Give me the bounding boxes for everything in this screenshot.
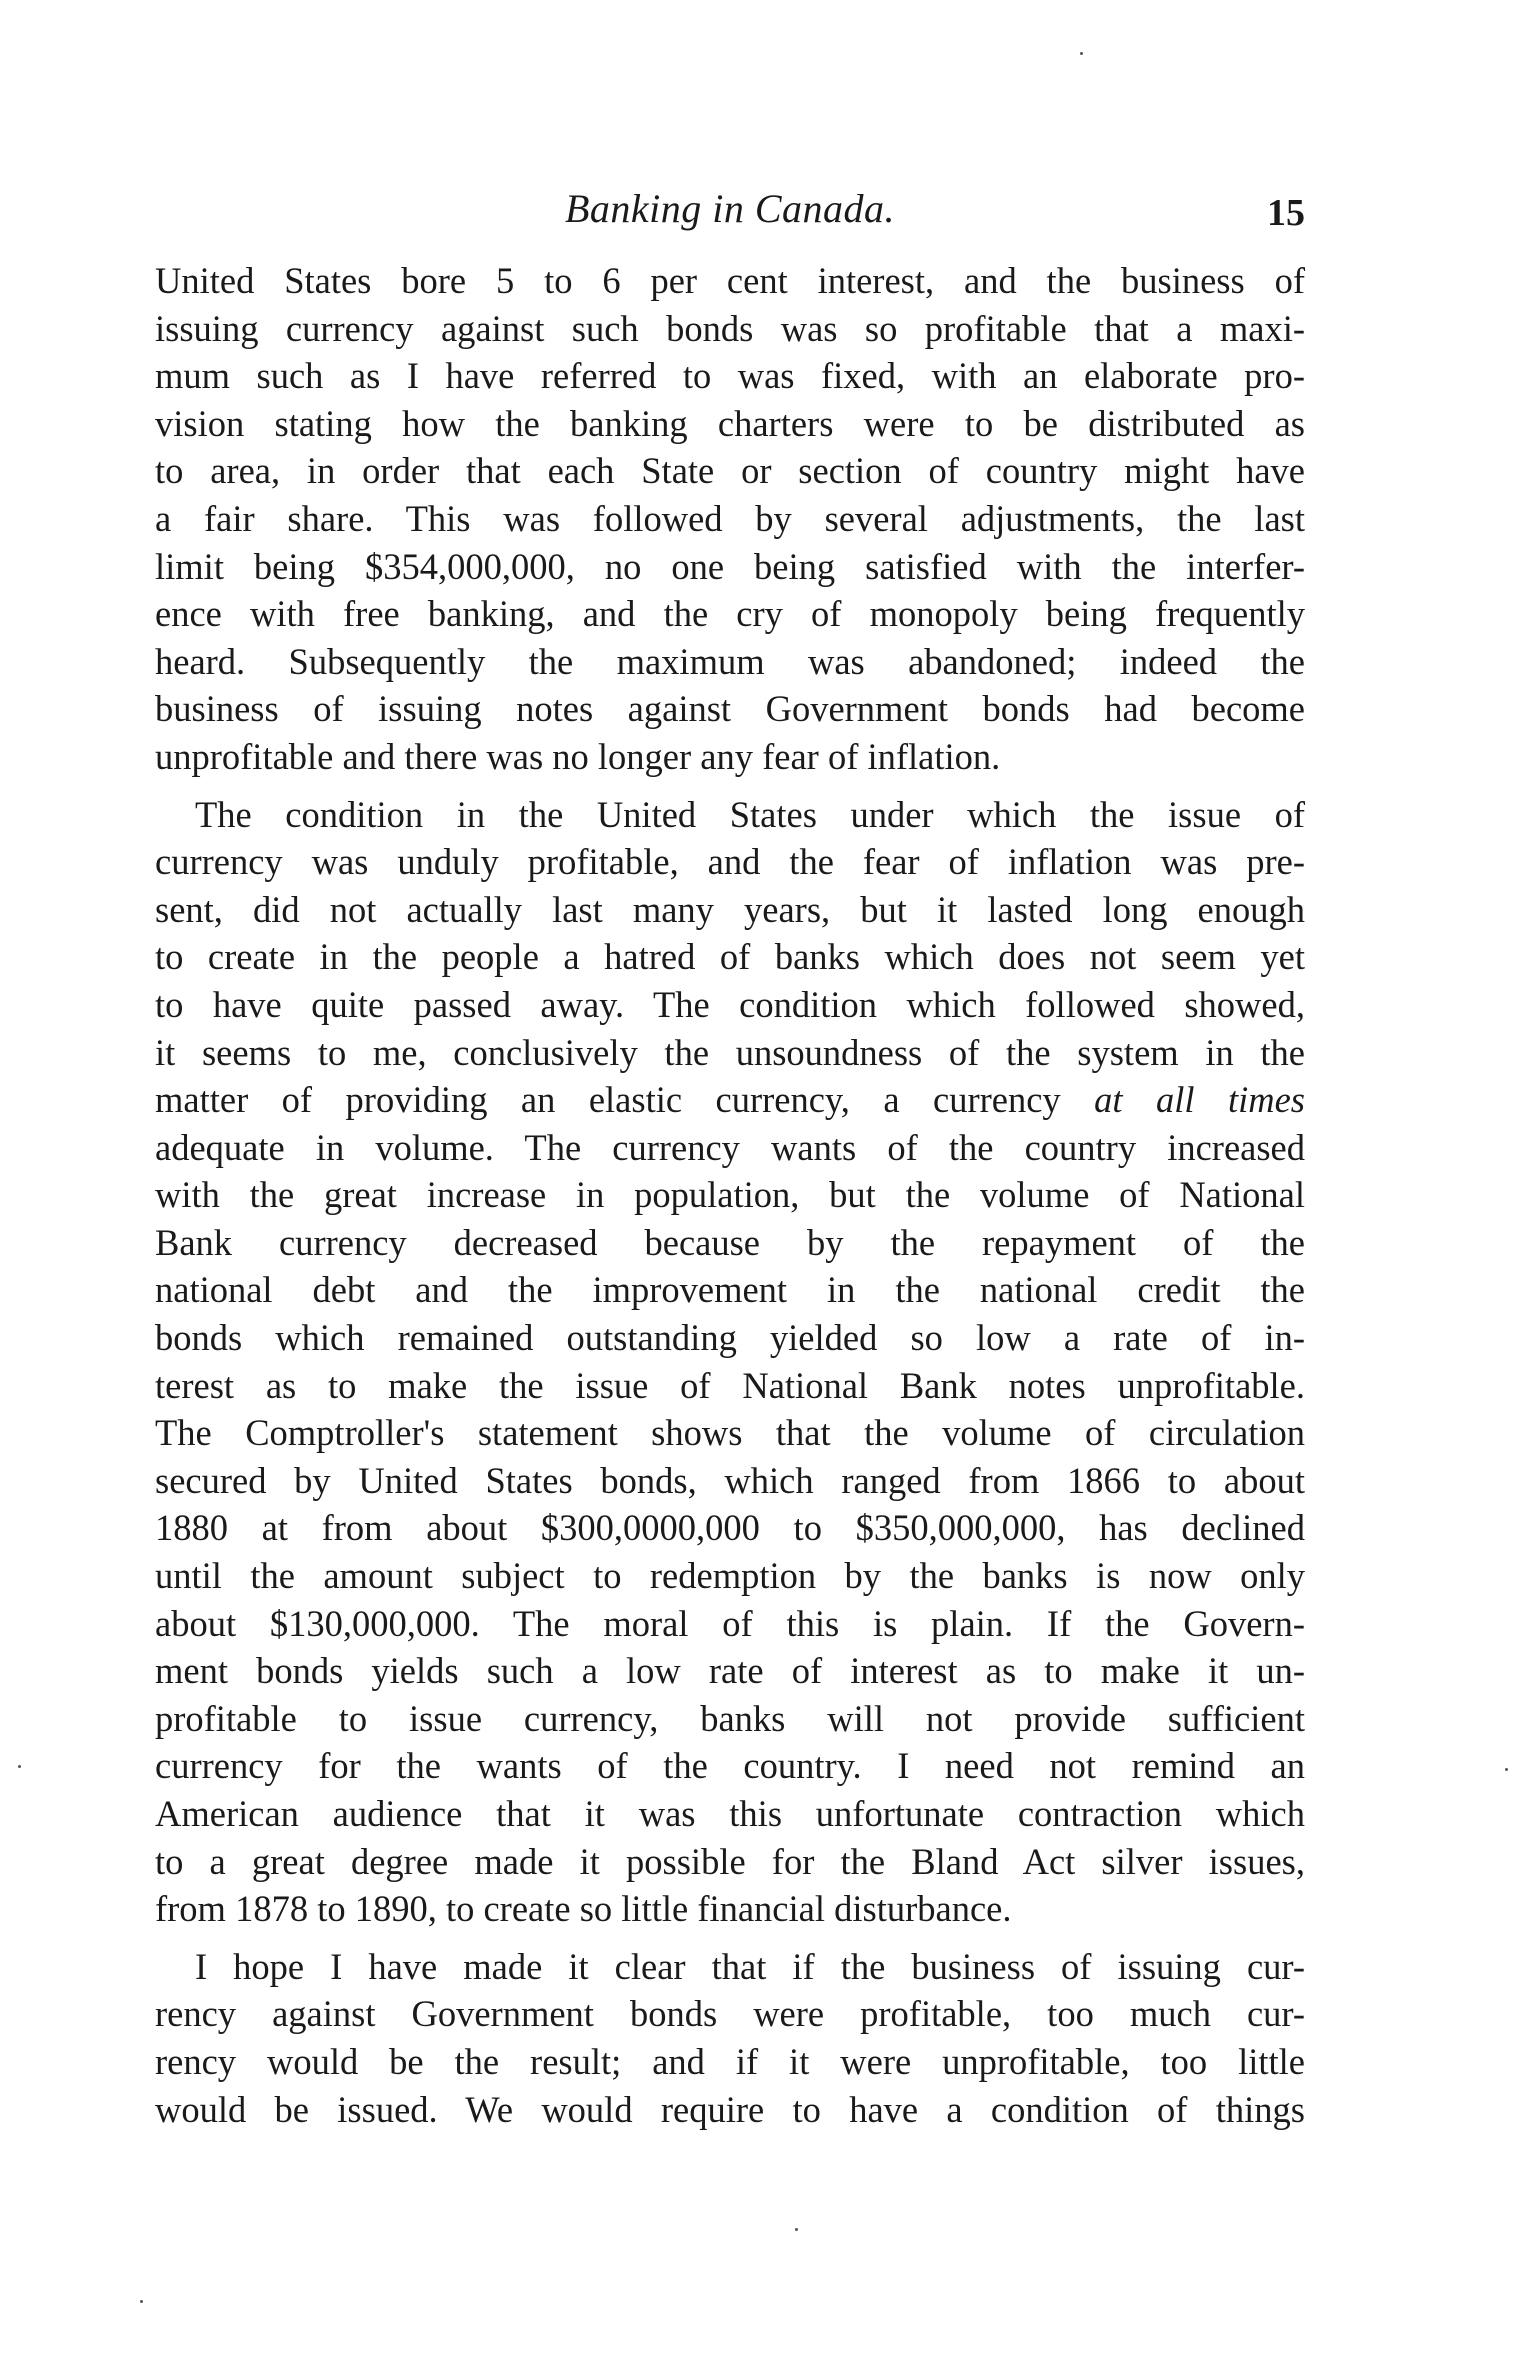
- text-line: heard. Subsequently the maximum was abandoned; indeed the: [155, 640, 1305, 682]
- text-line: American audience that it was this unfortunate contraction which: [155, 1793, 1305, 1834]
- text-line: from 1878 to 1890, to create so little financial disturbance.: [155, 1888, 1012, 1930]
- text-line: would be issued. We would require to have a condition of things: [155, 2088, 1305, 2130]
- paper-speck: [795, 2228, 798, 2231]
- text-fragment: matter of providing an elastic currency, a currency: [155, 1079, 1095, 1121]
- text-line: rency against Government bonds were profitable, too much cur-: [155, 1993, 1305, 2035]
- text-line: The Comptroller's statement shows that the volume of circulation: [155, 1412, 1305, 1454]
- text-line: to create in the people a hatred of banks which does not seem yet: [155, 936, 1305, 978]
- paragraph-2: [155, 791, 1305, 1933]
- paper-speck: [140, 2300, 143, 2303]
- text-line: 1880 at from about $300,0000,000 to $350,000,000, has declined: [155, 1507, 1305, 1549]
- running-title: Banking in Canada.: [564, 186, 896, 231]
- text-line: until the amount subject to redemption by the banks is now only: [155, 1555, 1305, 1597]
- text-line: secured by United States bonds, which ranged from 1866 to about: [155, 1459, 1305, 1501]
- paper-speck: [18, 1765, 21, 1768]
- text-line: to a great degree made it possible for the Bland Act silver issues,: [155, 1840, 1305, 1882]
- text-line: limit being $354,000,000, no one being satisfied with the interfer-: [155, 545, 1305, 587]
- text-line: ence with free banking, and the cry of monopoly being frequently: [155, 593, 1305, 635]
- text-line: a fair share. This was followed by several adjustments, the last: [155, 497, 1305, 539]
- text-line: bonds which remained outstanding yielded so low a rate of in-: [155, 1317, 1305, 1359]
- text-line: issuing currency against such bonds was so profitable that a maxi-: [155, 307, 1305, 349]
- paper-speck: [1080, 52, 1083, 55]
- text-line: it seems to me, conclusively the unsoundness of the system in the: [155, 1031, 1305, 1073]
- text-line: business of issuing notes against Government bonds had become: [155, 688, 1305, 730]
- text-line: currency for the wants of the country. I need not remind an: [155, 1745, 1305, 1787]
- paragraph-1: [155, 257, 1305, 781]
- text-line: sent, did not actually last many years, but it lasted long enough: [155, 888, 1305, 930]
- text-line: ment bonds yields such a low rate of interest as to make it un-: [155, 1650, 1305, 1692]
- paper-speck: [1505, 1768, 1508, 1771]
- text-line: vision stating how the banking charters were to be distributed as: [155, 402, 1305, 444]
- text-line: about $130,000,000. The moral of this is plain. If the Govern-: [155, 1602, 1305, 1644]
- text-line: I hope I have made it clear that if the business of issuing cur-: [195, 1945, 1305, 1987]
- text-line: terest as to make the issue of National Bank notes unprofitable.: [155, 1364, 1305, 1406]
- running-head: [155, 185, 1305, 245]
- text-line: profitable to issue currency, banks will not provide sufficient: [155, 1697, 1305, 1739]
- text-line: mum such as I have referred to was fixed, with an elaborate pro-: [155, 355, 1305, 397]
- text-line: to have quite passed away. The condition which followed showed,: [155, 983, 1305, 1025]
- text-line: currency was unduly profitable, and the fear of inflation was pre-: [155, 841, 1305, 883]
- page-number: 15: [1267, 192, 1305, 234]
- text-line-with-italic: [155, 1076, 1305, 1124]
- body-text: [155, 257, 1305, 2133]
- text-line: The condition in the United States under which the issue of: [195, 793, 1305, 835]
- italic-phrase: at all times: [1094, 1079, 1306, 1121]
- text-line: adequate in volume. The currency wants of the country increased: [155, 1126, 1305, 1168]
- text-line: United States bore 5 to 6 per cent interest, and the business of: [155, 260, 1305, 301]
- text-line: rency would be the result; and if it were unprofitable, too little: [155, 2040, 1305, 2082]
- text-line: national debt and the improvement in the national credit the: [155, 1269, 1305, 1311]
- text-line: to area, in order that each State or section of country might have: [155, 450, 1305, 492]
- text-line: Bank currency decreased because by the repayment of the: [155, 1221, 1305, 1263]
- paragraph-3: [155, 1943, 1305, 2133]
- text-line: unprofitable and there was no longer any fear of inflation.: [155, 735, 1001, 777]
- text-line: with the great increase in population, but the volume of National: [155, 1174, 1305, 1216]
